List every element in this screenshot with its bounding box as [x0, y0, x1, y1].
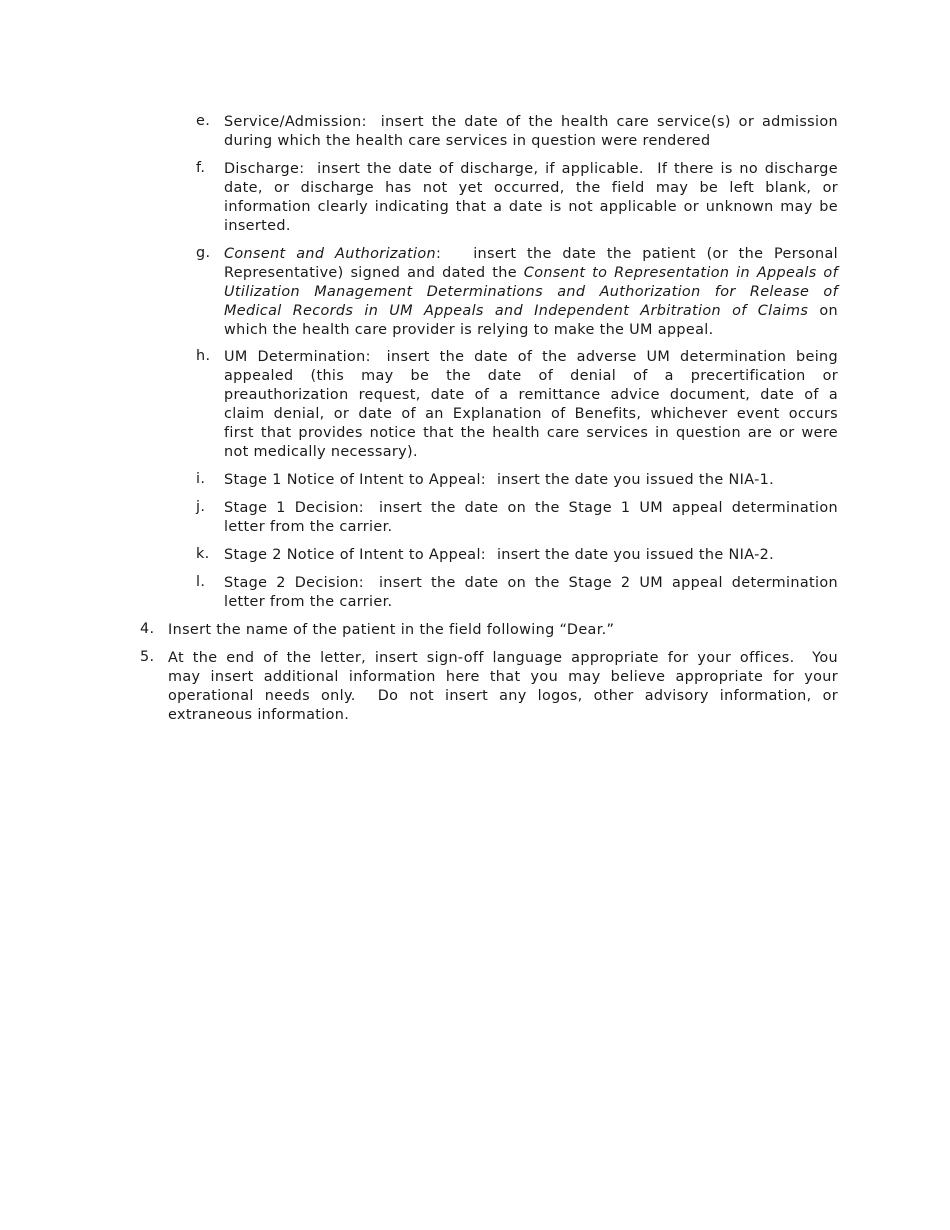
list-marker: 5.	[140, 649, 155, 665]
form-title-italic: Consent to Representation in Appeals of	[523, 265, 838, 281]
list-marker: j.	[196, 499, 206, 515]
document-page: e. Service/Admission: insert the date of the health care service(s) or admission during which the health care services in question were rendered f. Discharge: insert the date of discharge, if applicable. If there is no discharge date, or discharge has not yet occurred, the field may be left blank, or information clearly indicating that a date is not applicable or unknown may be inserted. g. Consent and Authorization: insert the date the patient (or the Personal Representative) signed and dated the Consent to Representation in Appeals of Utilization Management Determinations and Authorization for Release of Medical Records in UM Appeals and Independent Arbitration of Claims on which the health care provider is relying to make the UM appeal. h. UM Determination: insert the date of the adverse UM determination being appealed (this may be the date of denial of a precertification or preauthorization request, date of a remittance advice document, date of a claim denial, or date of an Explanation of Benefits, whichever event occurs first that provides notice that the health care services in question are or were not medically necessary). i. Stage 1 Notice of Intent to Appeal: insert the date you issued the NIA-1. j. Stage 1 Decision: insert the date on the Stage 1 UM appeal determination letter from the carrier. k. Stage 2 Notice of Intent to Appeal: insert the date you issued the NIA-2. l. Stage 2 Decision: insert the date on the Stage 2 UM appeal determination letter from the carrier. 4. Insert the name of the patient in the field following “Dear.” 5. At the end of the letter, insert sign-off language appropriate for your offices. You may insert additional information here that you may believe appropriate for your operational needs only. Do not insert any logos, other advisory information, or extraneous information.	[140, 113, 838, 723]
item-label: Stage 2 Notice of Intent to Appeal:	[224, 547, 486, 563]
list-marker: f.	[196, 160, 206, 176]
list-marker: g.	[196, 245, 211, 261]
item-label: Discharge:	[224, 161, 305, 177]
list-marker: 4.	[140, 621, 155, 637]
item-label: Consent and Authorization	[224, 246, 436, 262]
item-label: UM Determination:	[224, 349, 371, 365]
list-marker: h.	[196, 348, 211, 364]
item-label: Service/Admission:	[224, 114, 367, 130]
item-label: Stage 1 Decision:	[224, 500, 364, 516]
list-marker: k.	[196, 546, 210, 562]
list-marker: i.	[196, 471, 206, 487]
list-marker: e.	[196, 113, 211, 129]
item-label: Stage 2 Decision:	[224, 575, 364, 591]
list-marker: l.	[196, 574, 206, 590]
item-label: Stage 1 Notice of Intent to Appeal:	[224, 472, 486, 488]
